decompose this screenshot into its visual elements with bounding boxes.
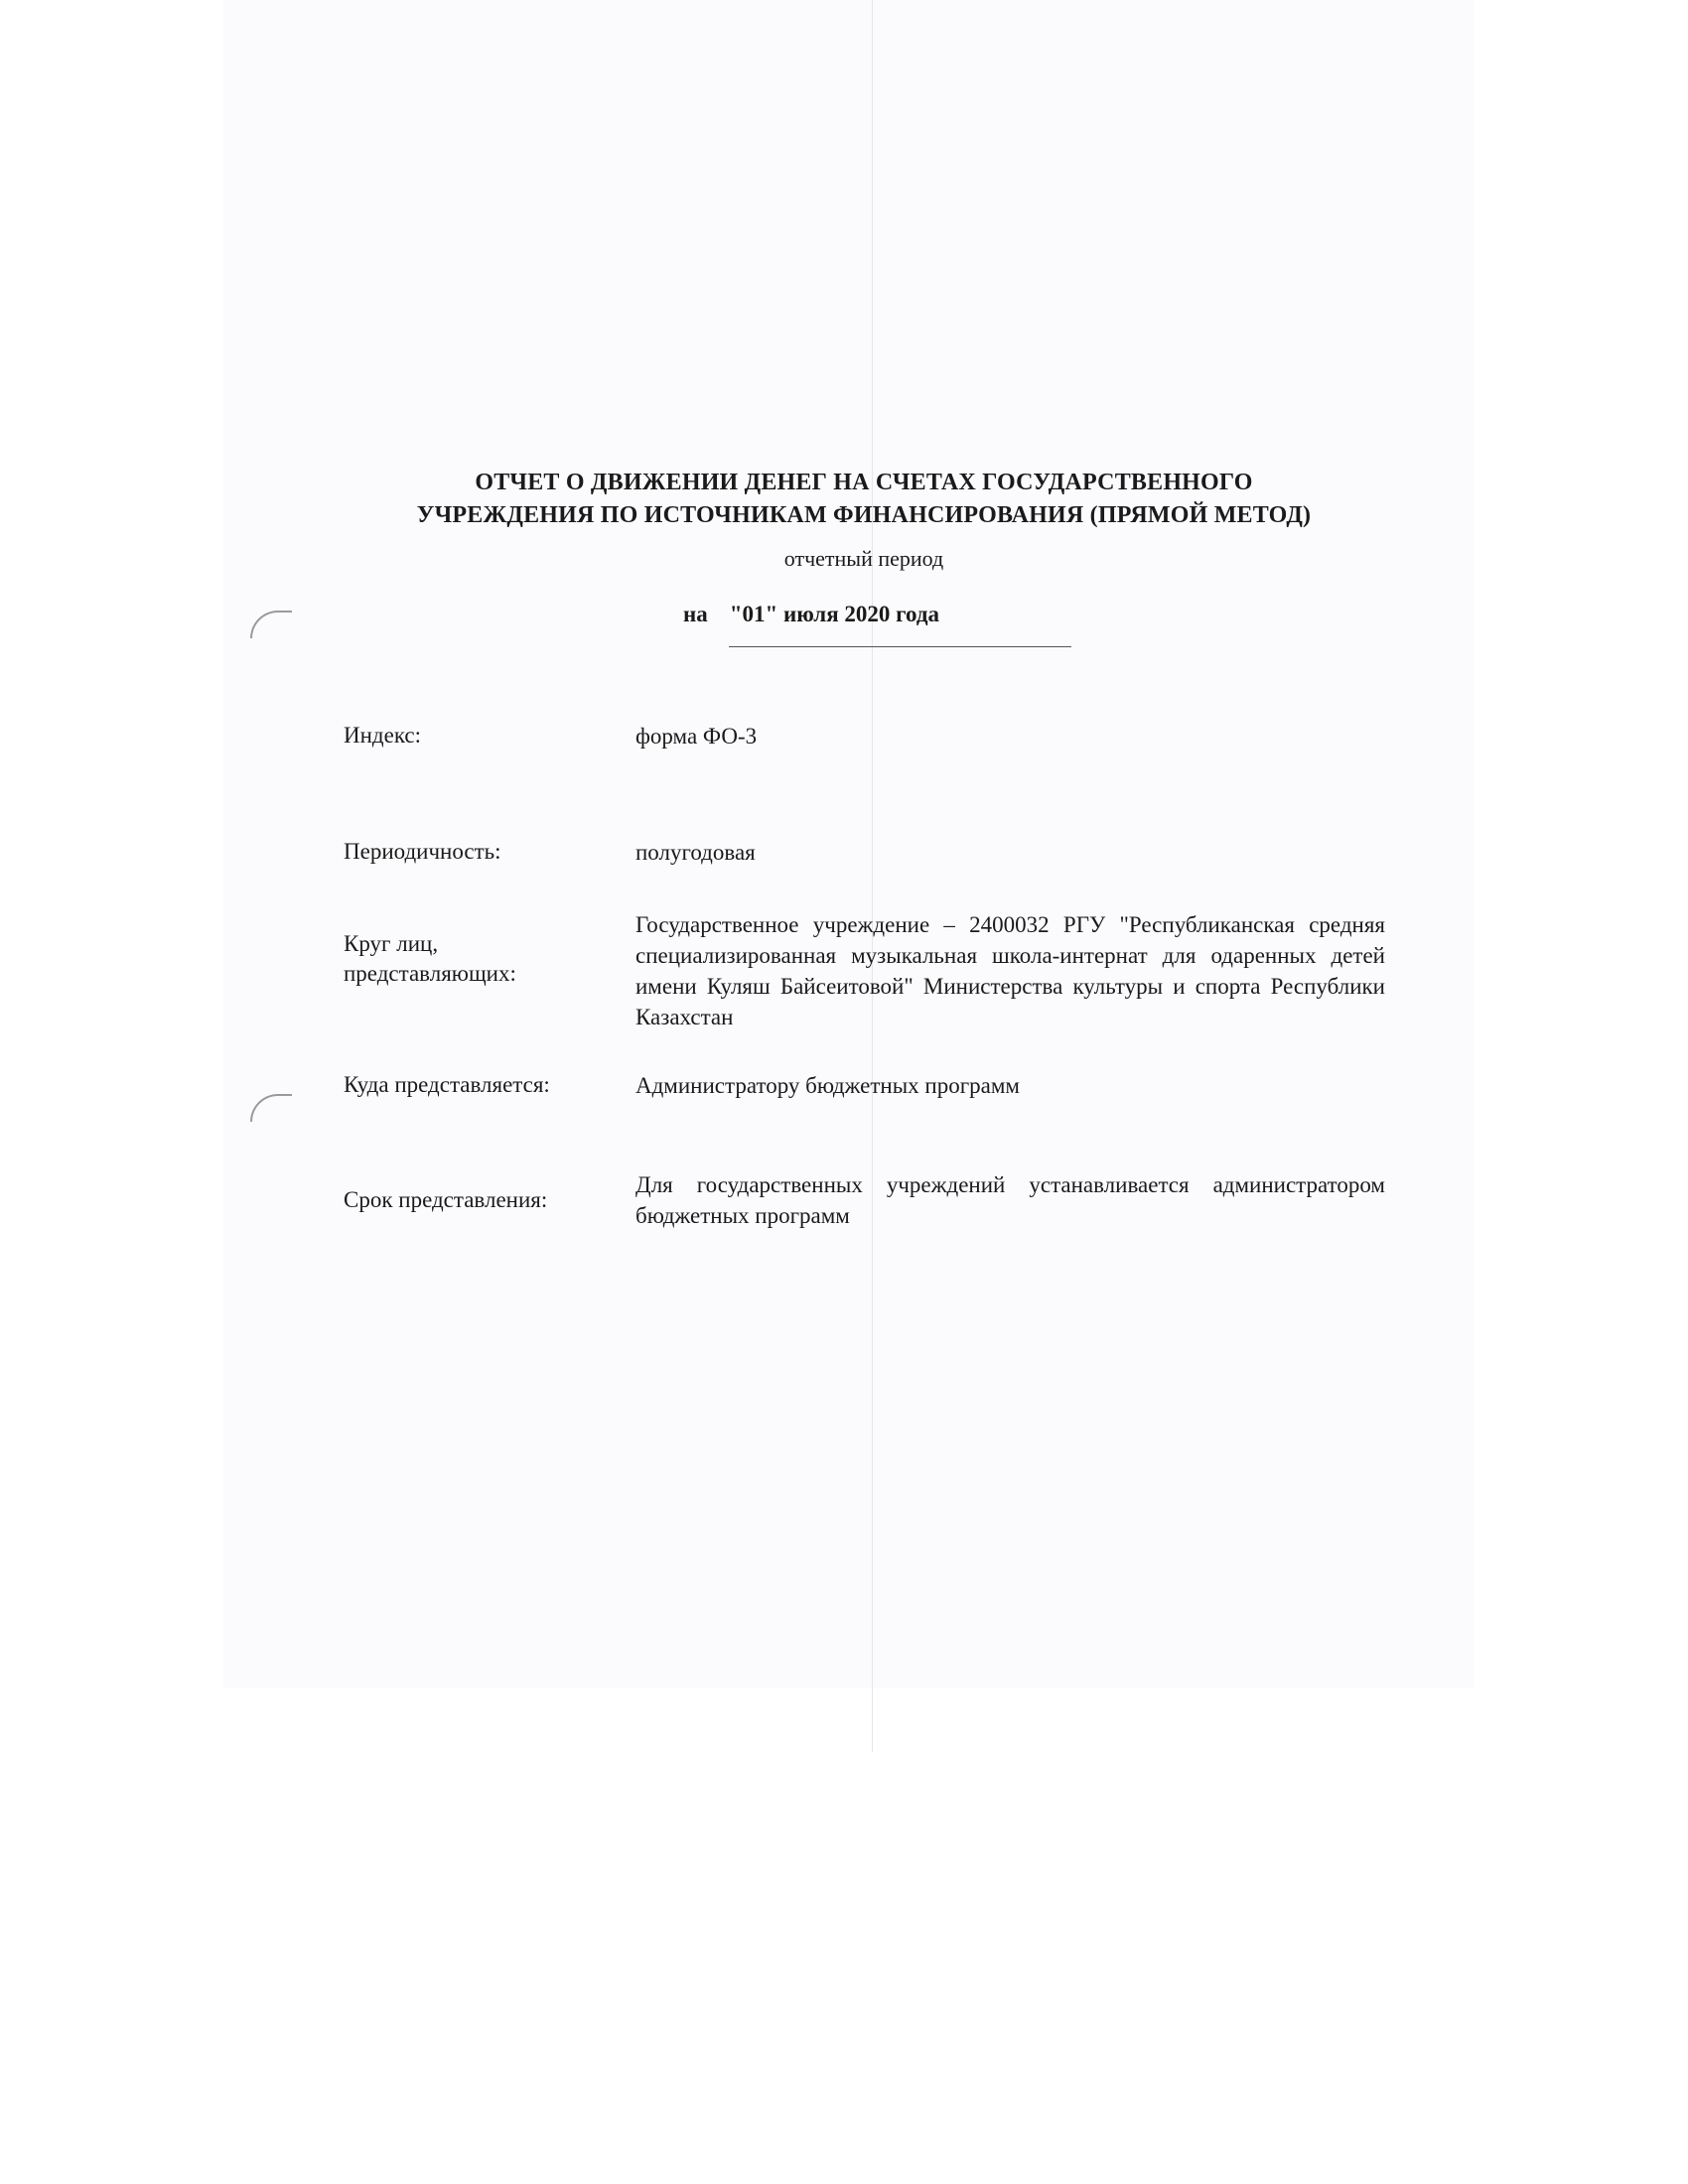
- periodicity-label: Периодичность:: [344, 839, 501, 864]
- document-title: [328, 467, 1400, 532]
- deadline-value: Для государственных учреждений устанавливается администратором бюджетных программ: [635, 1172, 1385, 1228]
- reporting-date-value: "01" июля 2020 года: [729, 602, 939, 626]
- document-title-line-2: УЧРЕЖДЕНИЯ ПО ИСТОЧНИКАМ ФИНАНСИРОВАНИЯ (ПРЯМОЙ МЕТОД): [416, 502, 1312, 528]
- index-label: Индекс:: [344, 723, 422, 748]
- fold-line: [872, 0, 873, 1752]
- deadline-label: Срок представления:: [344, 1187, 548, 1212]
- document-title-line-1: ОТЧЕТ О ДВИЖЕНИИ ДЕНЕГ НА СЧЕТАХ ГОСУДАРСТВЕННОГО: [475, 470, 1253, 495]
- periodicity-value: полугодовая: [635, 840, 756, 865]
- reporting-date-row: [683, 602, 939, 627]
- reporting-date-underline: [729, 646, 1071, 647]
- recipient-value: Администратору бюджетных программ: [635, 1073, 1020, 1098]
- submitters-value: Государственное учреждение – 2400032 РГУ "Республиканская средняя специализированная музыкальная школа-интернат для одаренных детей имени Куляш Байсеитовой" Министерства культуры и спорта Республики Казахстан: [635, 912, 1385, 1028]
- recipient-label: Куда представляется:: [344, 1072, 550, 1097]
- reporting-date-prefix: на: [683, 602, 708, 626]
- submitters-label: Круг лиц, представляющих:: [344, 931, 516, 986]
- index-value: форма ФО-3: [635, 724, 758, 749]
- reporting-period-label: отчетный период: [783, 546, 944, 571]
